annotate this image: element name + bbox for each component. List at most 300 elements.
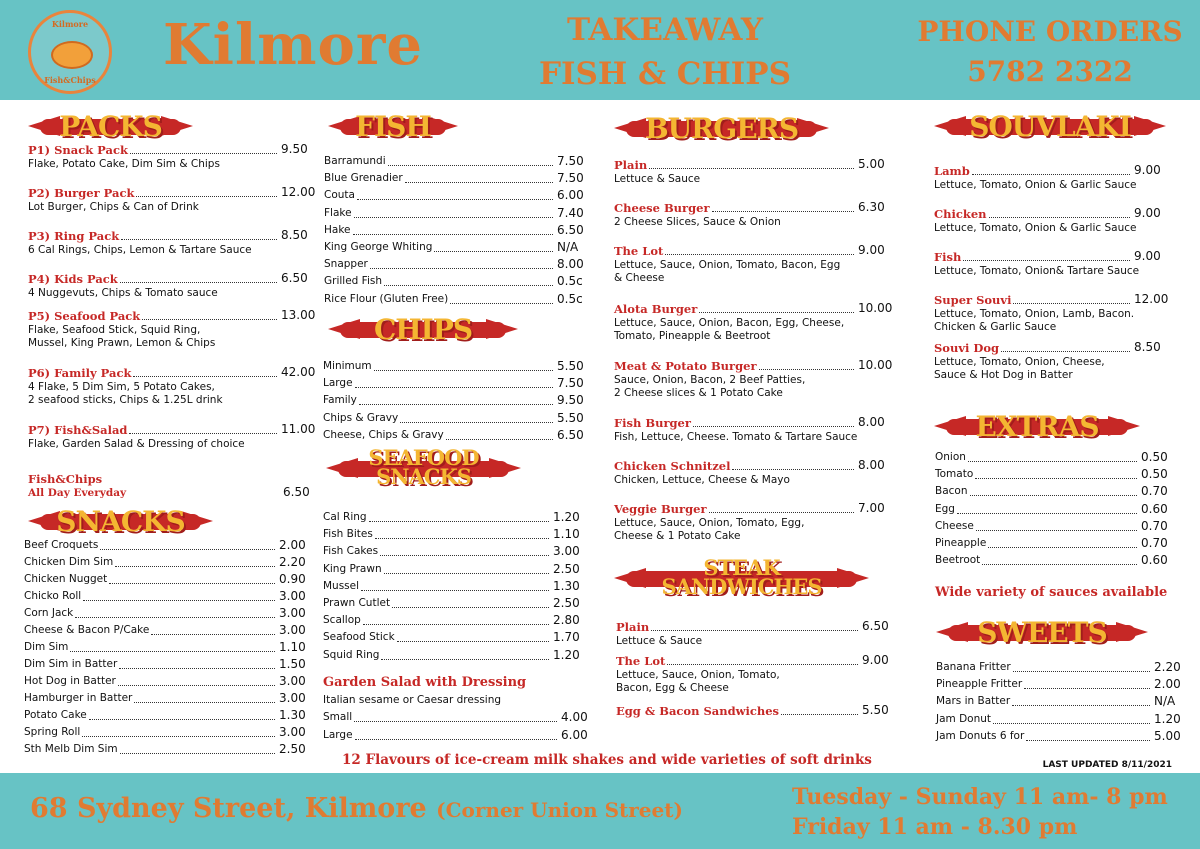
menu-item [323, 360, 589, 373]
leader-dots [121, 229, 277, 240]
menu-item [28, 423, 318, 451]
leader-dots [982, 554, 1137, 565]
leader-dots [353, 224, 553, 235]
item-price: 9.00 [858, 243, 885, 257]
item-description: Lettuce, Sauce, Onion, Tomato, Egg, [614, 517, 805, 529]
item-price: 42.00 [281, 365, 316, 379]
menu-item [324, 275, 589, 288]
item-name: Lamb [934, 164, 970, 178]
item-price: 4.00 [561, 710, 588, 724]
item-description: Bacon, Egg & Cheese [616, 682, 729, 694]
item-price: 10.00 [858, 301, 893, 315]
salad-title: Garden Salad with Dressing [323, 675, 527, 690]
item-price: 0.50 [1141, 450, 1168, 464]
item-price: 3.00 [279, 674, 306, 688]
menu-item [324, 172, 589, 185]
item-description: 4 Flake, 5 Dim Sim, 5 Potato Cakes, [28, 381, 215, 393]
leader-dots [1013, 661, 1150, 672]
item-name: Cheese Burger [614, 201, 710, 215]
item-name: Prawn Cutlet [323, 597, 391, 609]
item-name: Hot Dog in Batter [24, 675, 116, 687]
menu-item [935, 451, 1171, 464]
item-name: Chicko Roll [24, 590, 82, 602]
item-description: Flake, Potato Cake, Dim Sim & Chips [28, 158, 220, 170]
burgers-heading [614, 112, 829, 146]
menu-item [28, 186, 318, 214]
menu-item [935, 485, 1171, 498]
menu-item [24, 675, 310, 688]
leader-dots [388, 155, 553, 166]
item-price: 0.90 [279, 572, 306, 586]
takeaway-title [520, 8, 810, 96]
leader-dots [732, 459, 854, 470]
item-description: Lettuce, Sauce, Onion, Tomato, Bacon, Egg [614, 259, 841, 271]
item-name: Rice Flour (Gluten Free) [324, 292, 449, 305]
menu-item [28, 309, 318, 350]
leader-dots [972, 164, 1130, 175]
item-name: Small [323, 711, 353, 723]
heading-text [614, 555, 869, 599]
item-name: The Lot [616, 654, 666, 668]
menu-item [616, 654, 894, 695]
leader-dots [380, 545, 549, 556]
menu-item [934, 250, 1174, 278]
hours-line-1: Tuesday - Sunday 11 am- 8 pm [792, 784, 1168, 810]
menu-item [616, 704, 894, 719]
item-price: 6.50 [281, 271, 308, 285]
item-price: 5.00 [1154, 728, 1181, 743]
menu-item [324, 155, 589, 168]
header-bar [0, 0, 1200, 100]
item-price: N/A [1154, 694, 1176, 709]
menu-item [323, 377, 589, 390]
leader-dots [151, 624, 275, 635]
leader-dots [136, 186, 277, 197]
heading-text [328, 313, 518, 347]
address-text: 68 Sydney Street, Kilmore [30, 793, 427, 824]
item-name: Tomato [935, 468, 974, 481]
item-price: 9.00 [1134, 206, 1161, 220]
item-description: 6 Cal Rings, Chips, Lemon & Tartare Sauce [28, 244, 252, 256]
sauces-note: Wide variety of sauces available [935, 585, 1168, 600]
item-description: Lettuce, Sauce, Onion, Tomato, [616, 669, 780, 681]
corner-note: (Corner Union Street) [436, 798, 683, 822]
item-description: Mussel, King Prawn, Lemon & Chips [28, 337, 216, 349]
menu-item [934, 164, 1174, 192]
leader-dots [134, 692, 275, 703]
leader-dots [130, 143, 277, 154]
item-name: Couta [324, 189, 355, 202]
menu-item [614, 158, 892, 186]
item-name: Fish Cakes [323, 545, 379, 558]
item-description: Lettuce, Tomato, Onion, Cheese, [934, 356, 1105, 368]
item-price: 0.60 [1141, 553, 1168, 568]
heading-line: SWEETS [977, 616, 1107, 649]
item-name: Chicken Dim Sim [24, 556, 114, 568]
heading-text [934, 110, 1166, 144]
all-day-special [28, 472, 318, 500]
leader-dots [970, 485, 1137, 496]
item-price: 1.10 [553, 527, 580, 542]
item-name: P6) Family Pack [28, 366, 132, 380]
item-price: 5.50 [557, 410, 584, 425]
item-description: Chicken & Garlic Sauce [934, 321, 1057, 333]
menu-item [936, 661, 1184, 674]
item-description: Chicken, Lettuce, Cheese & Mayo [614, 474, 790, 486]
item-price: 9.00 [1134, 163, 1161, 177]
menu-item [24, 607, 310, 620]
leader-dots [693, 416, 854, 427]
item-price: 3.00 [279, 725, 306, 739]
item-price: 8.00 [858, 458, 885, 472]
menu-item [935, 537, 1171, 550]
item-description: Lettuce & Sauce [616, 635, 703, 647]
item-price: 2.20 [279, 555, 306, 569]
heading-line: CHIPS [373, 313, 473, 346]
item-price: 1.50 [279, 657, 306, 671]
menu-item [936, 678, 1184, 691]
menu-item [24, 573, 310, 586]
menu-item [323, 394, 589, 407]
leader-dots [361, 580, 549, 591]
leader-dots [975, 468, 1137, 479]
item-name: Cal Ring [323, 511, 367, 523]
item-price: 5.50 [862, 703, 889, 717]
item-name: P5) Seafood Pack [28, 309, 141, 323]
leader-dots [119, 658, 275, 669]
item-price: 10.00 [858, 358, 893, 372]
item-name: Corn Jack [24, 607, 74, 619]
leader-dots [392, 597, 549, 608]
item-price: 12.00 [1134, 292, 1169, 306]
item-price: 6.00 [557, 188, 584, 203]
item-name: Chicken [934, 207, 987, 221]
menu-item [24, 658, 310, 671]
menu-item [324, 293, 589, 306]
menu-item [323, 580, 585, 593]
phone-orders [900, 12, 1200, 92]
item-name: Dim Sim in Batter [24, 658, 118, 670]
leader-dots [405, 172, 553, 183]
takeaway-line-2: FISH & CHIPS [539, 56, 791, 92]
menu-item [934, 293, 1174, 334]
leader-dots [118, 675, 275, 686]
item-name: P2) Burger Pack [28, 186, 135, 200]
leader-dots [109, 573, 275, 584]
leader-dots [83, 590, 275, 601]
item-name: Fish [934, 250, 962, 264]
item-name: Flake [324, 206, 352, 219]
leader-dots [142, 309, 277, 320]
item-name: Jam Donuts 6 for [936, 729, 1025, 742]
item-description: Lettuce, Tomato, Onion, Lamb, Bacon. [934, 308, 1135, 320]
menu-item [323, 597, 585, 610]
item-name: Minimum [323, 360, 372, 372]
menu-item [28, 143, 318, 171]
item-name: Snapper [324, 258, 368, 271]
item-price: 1.30 [553, 578, 580, 593]
logo-top-text: Kilmore [51, 19, 89, 29]
menu-item [614, 359, 892, 400]
heading-line: SOUVLAKI [969, 110, 1131, 143]
item-name: The Lot [614, 244, 664, 258]
item-name: Meat & Potato Burger [614, 359, 757, 373]
leader-dots [450, 293, 553, 304]
leader-dots [446, 429, 553, 440]
item-description: Sauce, Onion, Bacon, 2 Beef Patties, [614, 374, 806, 386]
heading-text [328, 110, 458, 144]
extras-heading [934, 410, 1140, 444]
item-name: Family [323, 394, 357, 407]
item-price: 7.50 [557, 154, 584, 168]
item-price: 2.80 [553, 613, 580, 628]
item-description: 4 Nuggevuts, Chips & Tomato sauce [28, 287, 218, 299]
item-price: 3.00 [279, 606, 306, 620]
menu-item [24, 624, 310, 637]
leader-dots [359, 394, 553, 405]
item-description: 2 Cheese Slices, Sauce & Onion [614, 216, 781, 228]
item-price: 7.00 [858, 501, 885, 515]
item-price: 3.00 [279, 623, 306, 637]
item-price: 7.50 [557, 171, 584, 186]
menu-item [324, 241, 589, 254]
item-name: Spring Roll [24, 726, 81, 738]
item-name: Jam Donut [936, 712, 992, 725]
menu-item [934, 207, 1174, 235]
leader-dots [384, 563, 549, 574]
item-price: 2.50 [553, 596, 580, 610]
menu-item [614, 459, 892, 487]
item-name: Alota Burger [614, 302, 698, 316]
menu-item [24, 726, 310, 739]
menu-item [323, 528, 585, 541]
item-name: P3) Ring Pack [28, 229, 120, 243]
menu-item [323, 649, 585, 662]
item-price: 8.00 [557, 257, 584, 272]
item-name: King Prawn [323, 562, 382, 575]
item-price: 2.20 [1154, 660, 1181, 674]
menu-item [324, 224, 589, 237]
leader-dots [397, 631, 549, 642]
item-name: Sth Melb Dim Sim [24, 743, 118, 755]
leader-dots [759, 359, 854, 370]
leader-dots [649, 158, 854, 169]
leader-dots [375, 528, 549, 539]
item-price: 0.5c [557, 291, 583, 306]
item-name: Bacon [935, 485, 968, 498]
item-price: 8.50 [1134, 340, 1161, 354]
menu-item [24, 539, 310, 552]
leader-dots [70, 641, 275, 652]
item-name: Cheese & Bacon P/Cake [24, 624, 150, 636]
snacks-heading [28, 505, 213, 539]
item-description: Lot Burger, Chips & Can of Drink [28, 201, 199, 213]
item-description: 2 Cheese slices & 1 Potato Cake [614, 387, 783, 399]
leader-dots [1024, 678, 1150, 689]
heading-text [28, 110, 193, 144]
item-name: Souvi Dog [934, 341, 1000, 355]
item-name: Banana Fritter [936, 661, 1011, 673]
leader-dots [957, 503, 1137, 514]
phone-number: 5782 2322 [967, 55, 1133, 88]
steak-heading [614, 555, 869, 599]
souvlaki-heading [934, 110, 1166, 144]
salad-desc: Italian sesame or Caesar dressing [323, 694, 502, 706]
leader-dots [434, 241, 553, 252]
item-name: Beetroot [935, 554, 981, 567]
item-price: 12.00 [281, 185, 316, 199]
heading-line: PACKS [59, 110, 162, 143]
item-name: Large [323, 729, 353, 741]
phone-label: PHONE ORDERS [917, 15, 1183, 48]
heading-text [28, 505, 213, 539]
leader-dots [400, 412, 553, 423]
item-description: Lettuce, Sauce, Onion, Bacon, Egg, Cheese, [614, 317, 845, 329]
item-price: 0.60 [1141, 501, 1168, 516]
leader-dots [963, 250, 1130, 261]
heading-text [936, 616, 1148, 650]
menu-item [614, 416, 892, 444]
item-name: Seafood Stick [323, 631, 395, 644]
menu-item [323, 631, 585, 644]
leader-dots [699, 302, 854, 313]
menu-item [24, 743, 310, 756]
leader-dots [989, 207, 1130, 218]
heading-line: SANDWICHES [661, 574, 822, 599]
menu-item [935, 554, 1171, 567]
heading-line: EXTRAS [975, 410, 1099, 443]
menu-item [28, 272, 318, 300]
takeaway-line-1: TAKEAWAY [567, 12, 763, 48]
item-name: Dim Sim [24, 641, 69, 653]
item-price: 9.00 [1134, 249, 1161, 263]
item-name: Blue Grenadier [324, 172, 403, 185]
leader-dots [709, 502, 854, 513]
menu-item [323, 429, 589, 442]
item-name: Egg [935, 502, 955, 515]
item-description: Tomato, Pineapple & Beetroot [614, 330, 771, 342]
fish-heading [328, 110, 458, 144]
heading-line: SEAFOOD [368, 445, 479, 470]
footer-address [30, 793, 683, 824]
menu-item [323, 729, 593, 742]
item-price: 2.50 [553, 561, 580, 576]
leader-dots [665, 244, 854, 255]
leader-dots [120, 743, 275, 754]
menu-item [614, 201, 892, 229]
last-updated: LAST UPDATED 8/11/2021 [1042, 760, 1172, 770]
item-price: 5.00 [858, 157, 885, 171]
leader-dots [667, 654, 858, 665]
heading-line: SNACKS [376, 464, 471, 489]
item-price: 2.50 [279, 742, 306, 756]
item-name: Chicken Schnitzel [614, 459, 731, 473]
leader-dots [1001, 341, 1130, 352]
leader-dots [369, 511, 549, 522]
item-name: Plain [616, 620, 650, 634]
item-name: Potato Cake [24, 709, 87, 721]
item-name: Chips & Gravy [323, 411, 399, 424]
item-name: Barramundi [324, 155, 386, 167]
heading-text [326, 445, 521, 489]
item-price: N/A [557, 240, 579, 254]
item-price: 2.00 [279, 538, 306, 552]
item-price: 5.50 [557, 359, 584, 373]
menu-item [24, 590, 310, 603]
fish-icon [51, 41, 93, 69]
leader-dots [355, 377, 553, 388]
item-name: Fish Burger [614, 416, 691, 430]
item-price: 6.50 [557, 427, 584, 442]
leader-dots [374, 360, 553, 371]
leader-dots [129, 423, 277, 434]
item-price: 8.00 [858, 415, 885, 429]
heading-line: SNACKS [56, 505, 185, 538]
item-name: P1) Snack Pack [28, 143, 128, 157]
heading-text [614, 112, 829, 146]
menu-item [323, 412, 589, 425]
item-price: 0.70 [1141, 484, 1168, 499]
item-name: Cheese [935, 519, 974, 532]
leader-dots [133, 366, 277, 377]
item-name: Hake [324, 223, 351, 236]
item-name: P4) Kids Pack [28, 272, 118, 286]
item-price: 6.00 [561, 728, 588, 742]
item-name: Grilled Fish [324, 275, 382, 288]
menu-item [936, 695, 1184, 708]
menu-item [935, 468, 1171, 481]
heading-line: BURGERS [644, 112, 799, 145]
menu-item [935, 520, 1171, 533]
item-name: Super Souvi [934, 293, 1012, 307]
menu-item [24, 709, 310, 722]
menu-item [323, 563, 585, 576]
menu-item [614, 244, 892, 285]
item-name: Mussel [323, 579, 360, 592]
menu-item [614, 302, 892, 343]
item-name: Egg & Bacon Sandwiches [616, 704, 780, 718]
item-price: 3.00 [279, 691, 306, 705]
menu-item [324, 189, 589, 202]
item-description: Flake, Garden Salad & Dressing of choice [28, 438, 245, 450]
heading-line: FISH [355, 110, 431, 143]
leader-dots [355, 729, 557, 740]
item-name: King George Whiting [324, 241, 433, 253]
menu-item [936, 713, 1184, 726]
leader-dots [363, 614, 549, 625]
leader-dots [651, 620, 858, 631]
item-name: Chicken Nugget [24, 573, 108, 585]
menu-item [614, 502, 892, 543]
leader-dots [120, 272, 277, 283]
menu-item [324, 258, 589, 271]
leader-dots [381, 649, 549, 660]
brand-name: Kilmore [163, 12, 423, 78]
menu-item [323, 711, 593, 724]
item-description: Lettuce, Tomato, Onion& Tartare Sauce [934, 265, 1140, 277]
item-price: 0.70 [1141, 536, 1168, 550]
item-name: Pineapple Fritter [936, 678, 1023, 691]
leader-dots [100, 539, 275, 550]
item-price: 7.50 [557, 376, 584, 391]
item-price: 6.50 [862, 619, 889, 633]
item-price: 0.70 [1141, 518, 1168, 533]
item-name: Onion [935, 451, 966, 463]
all-day-line-2: All Day Everyday [28, 487, 127, 499]
item-price: 1.20 [553, 510, 580, 524]
item-price: 0.50 [1141, 467, 1168, 482]
item-name: Veggie Burger [614, 502, 707, 516]
